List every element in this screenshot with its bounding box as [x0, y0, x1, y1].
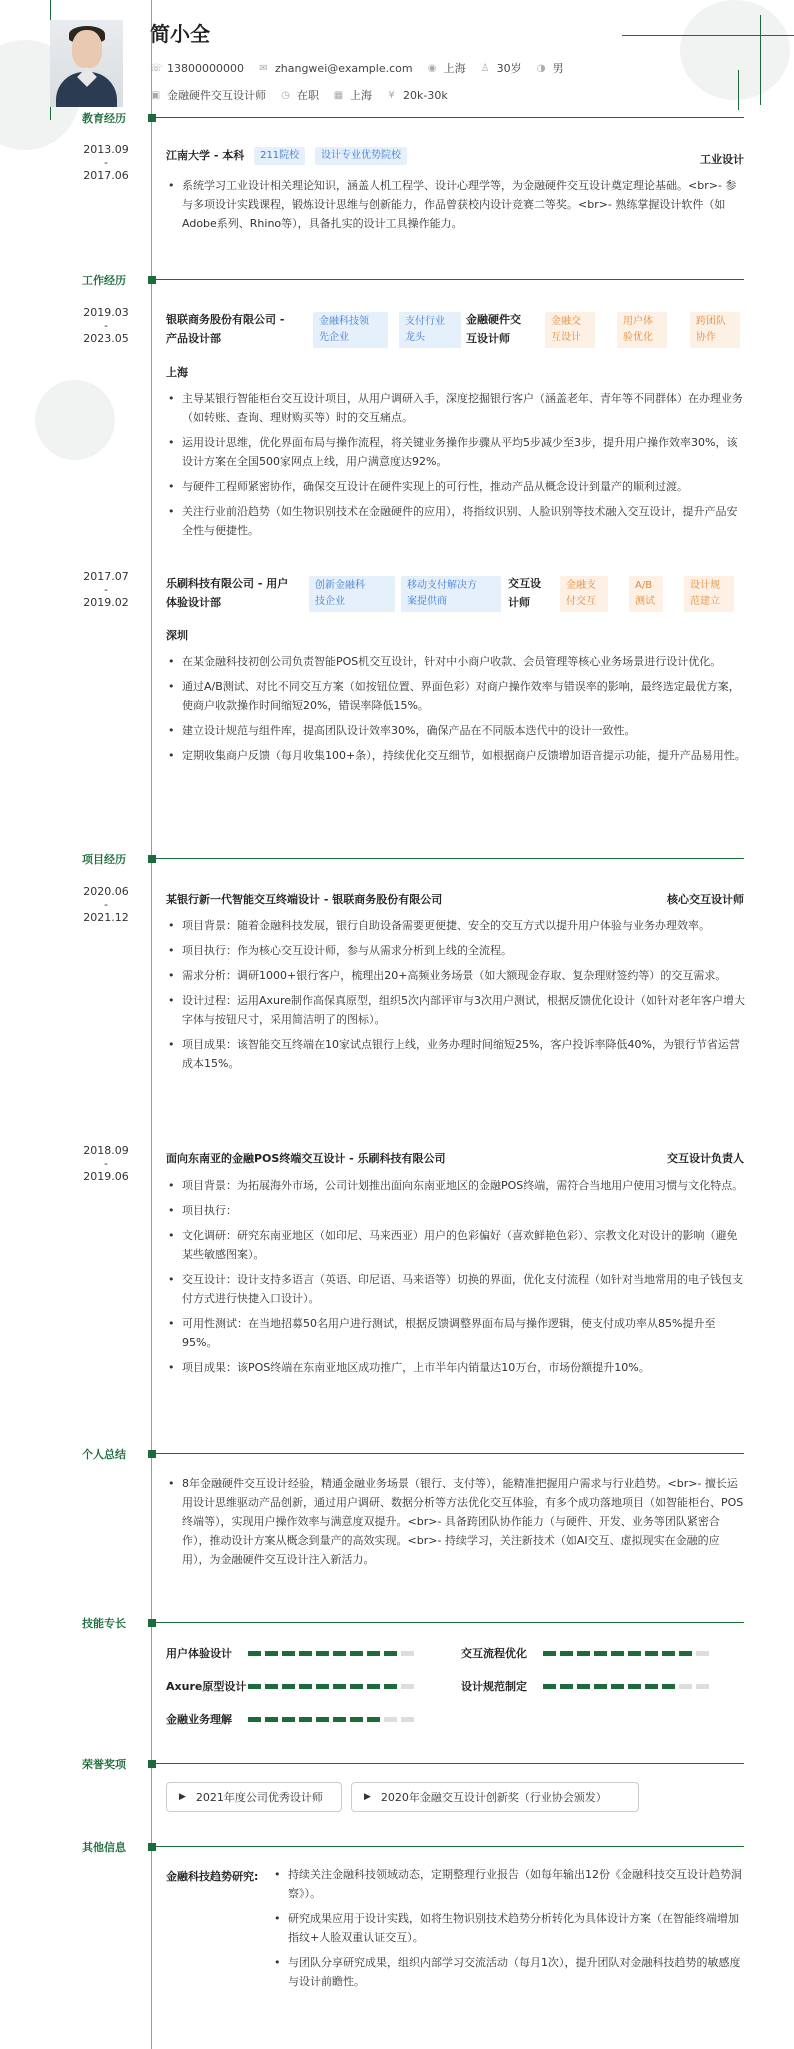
other-label: 金融科技趋势研究: — [166, 1870, 259, 1883]
skill-tag: 金融支 付交互 — [560, 576, 608, 612]
skill-level-segment — [560, 1651, 573, 1656]
section-marker — [148, 276, 156, 284]
skill-level-segment — [265, 1717, 278, 1722]
skill-tag: 用户体 验优化 — [617, 312, 667, 348]
work-date: 2019.03 - 2023.05 — [83, 306, 129, 345]
skill-level-segment — [577, 1684, 590, 1689]
decor-circle — [35, 380, 115, 460]
skill-level-segment — [316, 1717, 329, 1722]
status-text: 在职 — [297, 89, 319, 102]
skill-level-bar — [248, 1717, 414, 1722]
job-city: 深圳 — [166, 629, 188, 642]
list-item: • 与团队分享研究成果，组织内部学习交流活动（每月1次），提升团队对金融科技趋势的敏感度与设计前瞻性。 — [272, 1953, 746, 1991]
skill-level-segment — [248, 1651, 261, 1656]
skill-tag: 设计规 范建立 — [684, 576, 734, 612]
skill-level-segment — [333, 1651, 346, 1656]
skill-name: Axure原型设计 — [166, 1680, 247, 1693]
skill-level-segment — [696, 1684, 709, 1689]
section-divider — [156, 1453, 744, 1454]
section-title-summary: 个人总结 — [82, 1448, 126, 1461]
list-item: • 研究成果应用于设计实践，如将生物识别技术趋势分析转化为具体设计方案（在智能终端增加指纹+人脸双重认证交互）。 — [272, 1909, 746, 1947]
skill-level-segment — [333, 1717, 346, 1722]
list-item: • 需求分析：调研1000+银行客户，梳理出20+高频业务场景（如大额现金存取、复杂理财签约等）的交互需求。 — [166, 966, 746, 985]
gender-text: 男 — [552, 62, 564, 75]
company-tag: 支付行业 龙头 — [399, 312, 461, 348]
company-name: 银联商务股份有限公司 - 产品设计部 — [166, 313, 285, 345]
skill-level-segment — [384, 1717, 397, 1722]
skill-level-bar — [248, 1684, 414, 1689]
skill-level-segment — [662, 1684, 675, 1689]
list-item: • 可用性测试：在当地招募50名用户进行测试，根据反馈调整界面布局与操作逻辑，使支付成功率从85%提升至95%。 — [166, 1314, 746, 1352]
list-item: • 项目背景：为拓展海外市场，公司计划推出面向东南亚地区的金融POS终端，需符合当地用户使用习惯与文化特点。 — [166, 1176, 746, 1195]
skill-level-segment — [594, 1651, 607, 1656]
age-icon: ♙ — [480, 62, 490, 74]
target-city-text: 上海 — [350, 89, 372, 102]
skill-level-segment — [265, 1684, 278, 1689]
briefcase-icon: ▣ — [150, 89, 161, 101]
list-item: • 项目背景：随着金融科技发展，银行自助设备需要更便捷、安全的交互方式以提升用户体验与业务办理效率。 — [166, 916, 746, 935]
gender-icon: ◑ — [536, 62, 546, 74]
skill-tag: 跨团队 协作 — [690, 312, 740, 348]
list-item: • 持续关注金融科技领域动态，定期整理行业报告（如每年输出12份《金融科技交互设计趋势洞察》）。 — [272, 1865, 746, 1903]
project-date: 2020.06 - 2021.12 — [83, 885, 129, 924]
skill-tag: 金融交 互设计 — [545, 312, 595, 348]
list-item: • 运用设计思维，优化界面布局与操作流程，将关键业务操作步骤从平均5步减少至3步，提升用户操作效率30%，该设计方案在全国500家网点上线，用户满意度达92%。 — [166, 433, 746, 471]
status-icon: ◷ — [281, 89, 290, 101]
skill-name: 金融业务理解 — [166, 1713, 232, 1726]
skill-level-segment — [679, 1651, 692, 1656]
resume-header — [50, 20, 750, 110]
skill-level-bar — [543, 1684, 709, 1689]
skill-level-segment — [367, 1651, 380, 1656]
summary-text — [166, 1474, 746, 1575]
list-item: • 项目执行： — [166, 1201, 746, 1220]
company-name: 乐刷科技有限公司 - 用户 体验设计部 — [166, 577, 289, 609]
skill-level-segment — [282, 1651, 295, 1656]
skill-item — [461, 1645, 709, 1661]
skill-level-segment — [350, 1684, 363, 1689]
intent-row — [150, 87, 462, 103]
skill-level-segment — [645, 1651, 658, 1656]
section-marker — [148, 1843, 156, 1851]
skill-level-segment — [577, 1651, 590, 1656]
skill-level-segment — [282, 1717, 295, 1722]
contact-row — [150, 60, 578, 76]
target-role-text: 金融硬件交互设计师 — [167, 89, 266, 102]
section-marker — [148, 1760, 156, 1768]
section-title-awards: 荣誉奖项 — [82, 1758, 126, 1771]
skill-level-segment — [384, 1651, 397, 1656]
skill-level-segment — [367, 1684, 380, 1689]
work-date: 2017.07 - 2019.02 — [83, 570, 129, 609]
skill-item — [166, 1678, 414, 1694]
section-divider — [156, 1622, 744, 1623]
list-item: • 系统学习工业设计相关理论知识，涵盖人机工程学、设计心理学等，为金融硬件交互设计奠定理论基础。<br>- 参与多项设计实践课程，锻炼设计思维与创新能力，作品曾获校内设计竞赛二等奖。<br>- 熟练掌握设计软件（如Adobe系列、Rhino等），具备扎实的设计工具操作能力。 — [166, 176, 746, 233]
edu-heading — [166, 147, 744, 165]
section-title-work: 工作经历 — [82, 274, 126, 287]
project-title: 面向东南亚的金融POS终端交互设计 - 乐刷科技有限公司 — [166, 1152, 446, 1165]
section-title-skills: 技能专长 — [82, 1617, 126, 1630]
job-city: 上海 — [166, 366, 188, 379]
skill-level-segment — [248, 1684, 261, 1689]
list-item: • 在某金融科技初创公司负责智能POS机交互设计，针对中小商户收款、会员管理等核心业务场景进行设计优化。 — [166, 652, 746, 671]
edu-tag: 211院校 — [254, 147, 305, 165]
section-title-projects: 项目经历 — [82, 853, 126, 866]
job-role: 金融硬件交 互设计师 — [466, 313, 521, 345]
avatar — [50, 20, 123, 107]
section-divider — [156, 858, 744, 859]
skill-name: 用户体验设计 — [166, 1647, 232, 1660]
skill-level-segment — [333, 1684, 346, 1689]
skill-level-bar — [248, 1651, 414, 1656]
list-item: • 项目执行：作为核心交互设计师，参与从需求分析到上线的全流程。 — [166, 941, 746, 960]
skill-name: 设计规范制定 — [461, 1680, 527, 1693]
skill-item — [166, 1645, 414, 1661]
location-icon: ◉ — [427, 62, 437, 74]
project-role: 交互设计负责人 — [667, 1152, 744, 1165]
skill-level-segment — [543, 1651, 556, 1656]
list-item: • 关注行业前沿趋势（如生物识别技术在金融硬件的应用），将指纹识别、人脸识别等技术融入交互设计，提升产品安全性与便捷性。 — [166, 502, 746, 540]
skill-item — [461, 1678, 709, 1694]
job-bullets — [166, 652, 746, 771]
skill-level-segment — [367, 1717, 380, 1722]
section-marker — [148, 114, 156, 122]
section-divider — [156, 117, 744, 118]
skill-level-segment — [594, 1684, 607, 1689]
edu-date: 2013.09 - 2017.06 — [83, 143, 129, 182]
age-text: 30岁 — [496, 62, 522, 75]
skill-level-segment — [316, 1684, 329, 1689]
section-divider — [156, 1763, 744, 1764]
company-tag: 移动支付解决方 案提供商 — [401, 576, 501, 612]
skill-level-segment — [384, 1684, 397, 1689]
skill-level-segment — [401, 1717, 414, 1722]
skill-item — [166, 1711, 414, 1727]
award-item: ▶ 2020年金融交互设计创新奖（行业协会颁发） — [351, 1782, 639, 1812]
project-role: 核心交互设计师 — [667, 893, 744, 906]
edu-tag: 设计专业优势院校 — [315, 147, 407, 165]
edu-major: 工业设计 — [700, 153, 744, 166]
list-item: • 交互设计：设计支持多语言（英语、印尼语、马来语等）切换的界面，优化支付流程（如针对当地常用的电子钱包支付方式进行快捷入口设计）。 — [166, 1270, 746, 1308]
email-text: zhangwei@example.com — [274, 61, 413, 75]
skill-level-bar — [543, 1651, 709, 1656]
section-title-education: 教育经历 — [82, 112, 126, 125]
candidate-name: 简小全 — [150, 22, 210, 46]
salary-text: 20k-30k — [403, 88, 448, 102]
skill-level-segment — [628, 1684, 641, 1689]
list-item: • 8年金融硬件交互设计经验，精通金融业务场景（银行、支付等），能精准把握用户需求与行业趋势。<br>- 擅长运用设计思维驱动产品创新，通过用户调研、数据分析等方法优化交互体验，有多个成功落地项目（如智能柜台、POS终端等），实现用户操作效率与满意度双提升。<br>- 具备跨团队协作能力（与硬件、开发、业务等团队紧密合作），推动设计方案从概念到量产的高效实现。<br>- 持续学习，关注新技术（如AI交互、虚拟现实在金融的应用），为金融硬件交互设计注入新活力。 — [166, 1474, 746, 1569]
skill-level-segment — [611, 1651, 624, 1656]
list-item: • 项目成果：该智能交互终端在10家试点银行上线，业务办理时间缩短25%，客户投诉率降低40%，为银行节省运营成本15%。 — [166, 1035, 746, 1073]
skill-level-segment — [350, 1717, 363, 1722]
play-icon: ▶ — [364, 1792, 371, 1802]
play-icon: ▶ — [179, 1792, 186, 1802]
project-date: 2018.09 - 2019.06 — [83, 1144, 129, 1183]
list-item: • 与硬件工程师紧密协作，确保交互设计在硬件实现上的可行性，推动产品从概念设计到量产的顺利过渡。 — [166, 477, 746, 496]
phone-text: 13800000000 — [167, 61, 244, 75]
project-bullets — [166, 916, 746, 1079]
skill-level-segment — [299, 1684, 312, 1689]
other-bullets — [272, 1865, 746, 1997]
school-name: 江南大学 - 本科 — [166, 149, 245, 162]
section-title-other: 其他信息 — [82, 1841, 126, 1854]
company-tag: 金融科技领 先企业 — [313, 312, 388, 348]
skill-level-segment — [696, 1651, 709, 1656]
list-item: • 项目成果：该POS终端在东南亚地区成功推广，上市半年内销量达10万台，市场份额提升10%。 — [166, 1358, 746, 1377]
skill-level-segment — [645, 1684, 658, 1689]
skill-level-segment — [350, 1651, 363, 1656]
project-title: 某银行新一代智能交互终端设计 - 银联商务股份有限公司 — [166, 893, 443, 906]
skill-level-segment — [248, 1717, 261, 1722]
phone-icon: ☏ — [150, 62, 163, 74]
skill-level-segment — [560, 1684, 573, 1689]
section-divider — [156, 1846, 744, 1847]
list-item: • 文化调研：研究东南亚地区（如印尼、马来西亚）用户的色彩偏好（喜欢鲜艳色彩）、宗教文化对设计的影响（避免某些敏感图案）。 — [166, 1226, 746, 1264]
skill-level-segment — [662, 1651, 675, 1656]
city-text: 上海 — [443, 62, 466, 75]
skill-level-segment — [628, 1651, 641, 1656]
decor-line — [760, 15, 761, 105]
skill-level-segment — [611, 1684, 624, 1689]
list-item: • 设计过程：运用Axure制作高保真原型，组织5次内部评审与3次用户测试，根据反馈优化设计（如针对老年客户增大字体与按钮尺寸，采用简洁明了的图标）。 — [166, 991, 746, 1029]
job-bullets — [166, 389, 746, 546]
salary-icon: ¥ — [388, 89, 395, 101]
skill-tag: A/B 测试 — [629, 576, 663, 612]
email-icon: ✉ — [259, 62, 268, 74]
list-item: • 建立设计规范与组件库，提高团队设计效率30%，确保产品在不同版本迭代中的设计一致性。 — [166, 721, 746, 740]
list-item: • 定期收集商户反馈（每月收集100+条），持续优化交互细节，如根据商户反馈增加语音提示功能，提升产品易用性。 — [166, 746, 746, 765]
award-item: ▶ 2021年度公司优秀设计师 — [166, 1782, 342, 1812]
list-item: • 主导某银行智能柜台交互设计项目，从用户调研入手，深度挖掘银行客户（涵盖老年、青年等不同群体）在办理业务（如转账、查询、理财购买等）时的交互痛点。 — [166, 389, 746, 427]
project-bullets — [166, 1176, 746, 1383]
skill-level-segment — [401, 1684, 414, 1689]
skill-level-segment — [299, 1717, 312, 1722]
section-marker — [148, 1619, 156, 1627]
company-tag: 创新金融科 技企业 — [309, 576, 395, 612]
skill-level-segment — [679, 1684, 692, 1689]
skill-level-segment — [282, 1684, 295, 1689]
section-marker — [148, 1450, 156, 1458]
skill-name: 交互流程优化 — [461, 1647, 527, 1660]
edu-description — [166, 176, 746, 239]
building-icon: ▦ — [333, 89, 344, 101]
skill-level-segment — [299, 1651, 312, 1656]
skill-level-segment — [316, 1651, 329, 1656]
list-item: • 通过A/B测试、对比不同交互方案（如按钮位置、界面色彩）对商户操作效率与错误率的影响，最终选定最优方案，使商户收款操作时间缩短20%，错误率降低15%。 — [166, 677, 746, 715]
skill-level-segment — [265, 1651, 278, 1656]
job-role: 交互设 计师 — [508, 577, 541, 609]
timeline-line — [151, 0, 152, 2049]
skill-level-segment — [543, 1684, 556, 1689]
section-marker — [148, 855, 156, 863]
section-divider — [156, 279, 744, 280]
skill-level-segment — [401, 1651, 414, 1656]
